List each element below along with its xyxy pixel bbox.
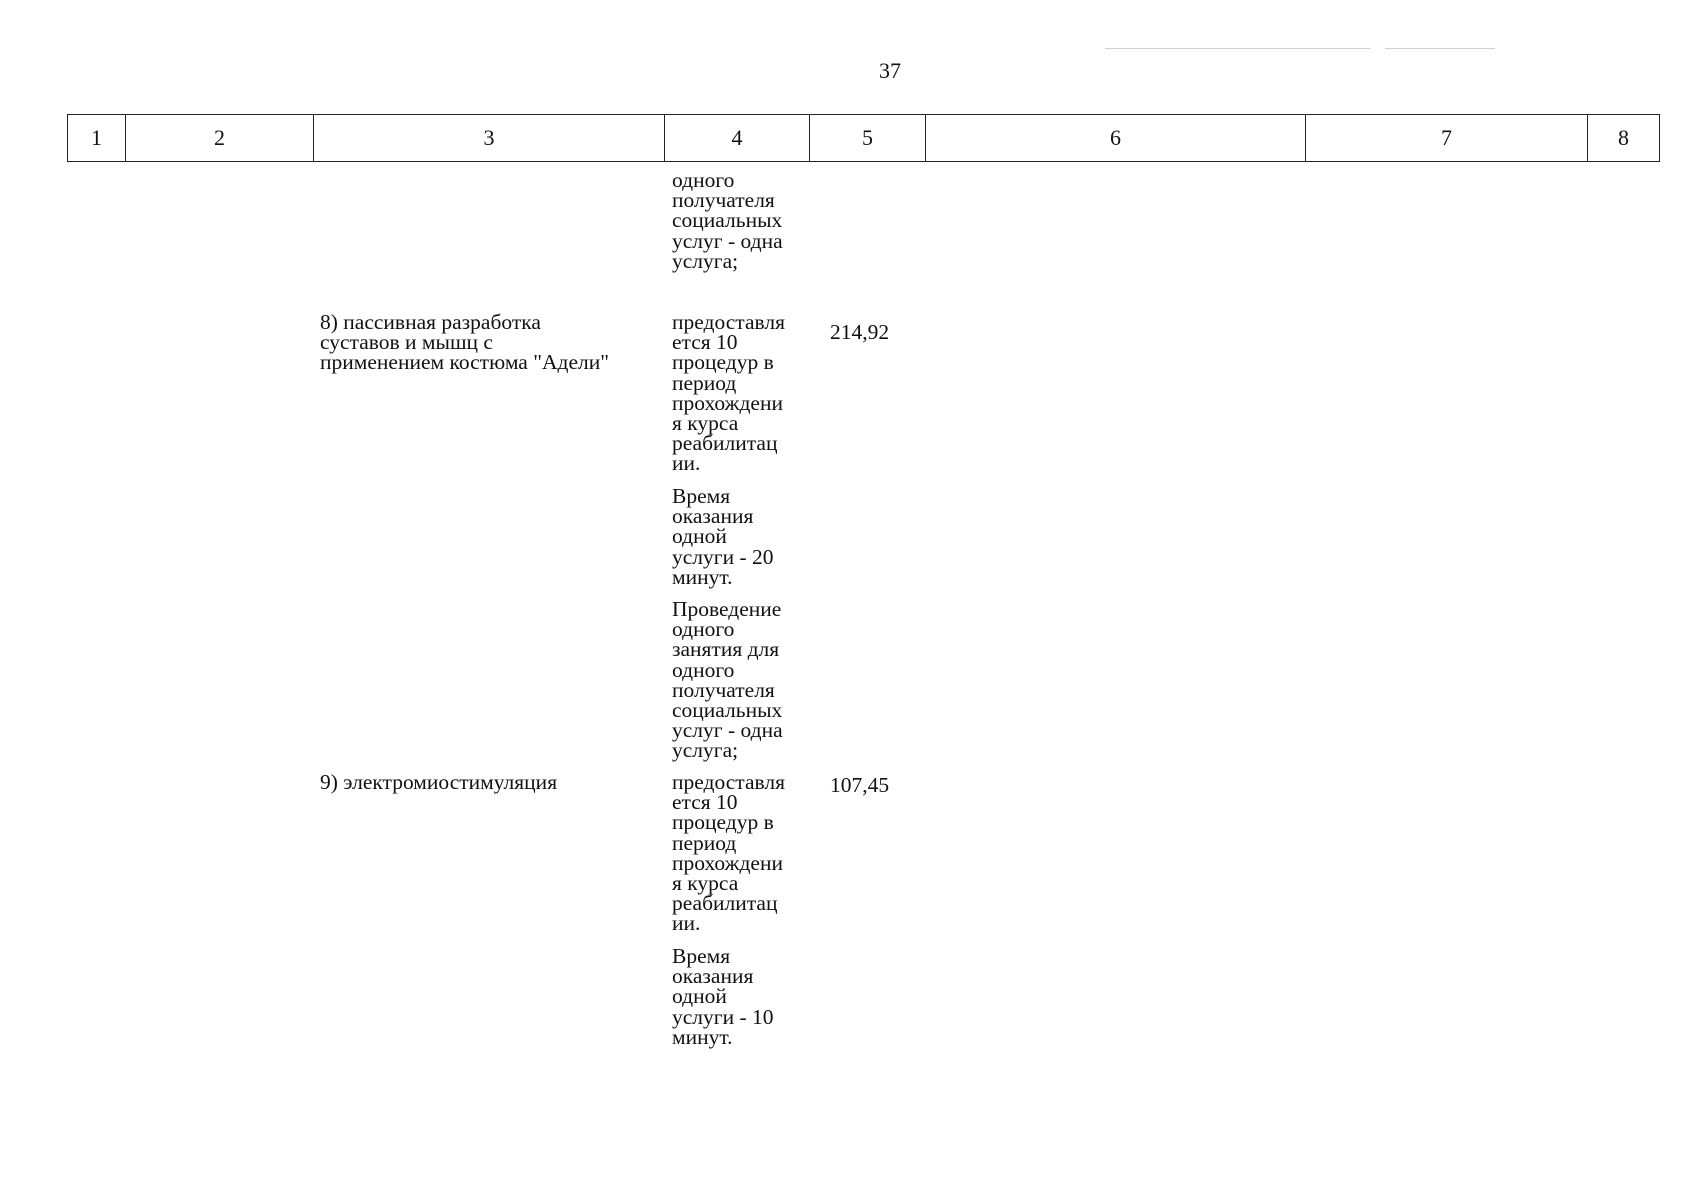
service-time-text: Время оказания одной услуги - 20 минут. xyxy=(672,484,774,589)
service-time-text: Время оказания одной услуги - 10 минут. xyxy=(672,944,774,1049)
service-volume-text: Проведение одного занятия для одного получателя социальных услуг - одна услуга; xyxy=(672,597,783,763)
service-tariff: 107,45 xyxy=(830,773,890,797)
page-number: 37 xyxy=(879,58,901,83)
service-standard-text: предоставля ется 10 процедур в период прохождени я курса реабилитац ии. xyxy=(672,770,785,936)
service-standard-text: предоставля ется 10 процедур в период прохождени я курса реабилитац ии. xyxy=(672,310,785,476)
column-header-8: 8 xyxy=(1588,115,1660,162)
column-header-2: 2 xyxy=(126,115,314,162)
column-header-1: 1 xyxy=(68,115,126,162)
service-name: 9) электромиостимуляция xyxy=(320,770,558,794)
scan-artifact xyxy=(1105,48,1370,49)
service-name: 8) пассивная разработка суставов и мышц с применением костюма "Адели" xyxy=(320,310,610,375)
column-header-4: 4 xyxy=(665,115,810,162)
service-standard-text: одного получателя социальных услуг - одна услуга; xyxy=(672,168,783,273)
column-numbers-header xyxy=(67,114,1660,162)
column-header-6: 6 xyxy=(926,115,1306,162)
column-header-7: 7 xyxy=(1306,115,1588,162)
column-header-3: 3 xyxy=(314,115,665,162)
column-header-5: 5 xyxy=(810,115,926,162)
scan-artifact xyxy=(1385,48,1495,49)
service-tariff: 214,92 xyxy=(830,320,890,344)
header-row xyxy=(68,115,1660,162)
